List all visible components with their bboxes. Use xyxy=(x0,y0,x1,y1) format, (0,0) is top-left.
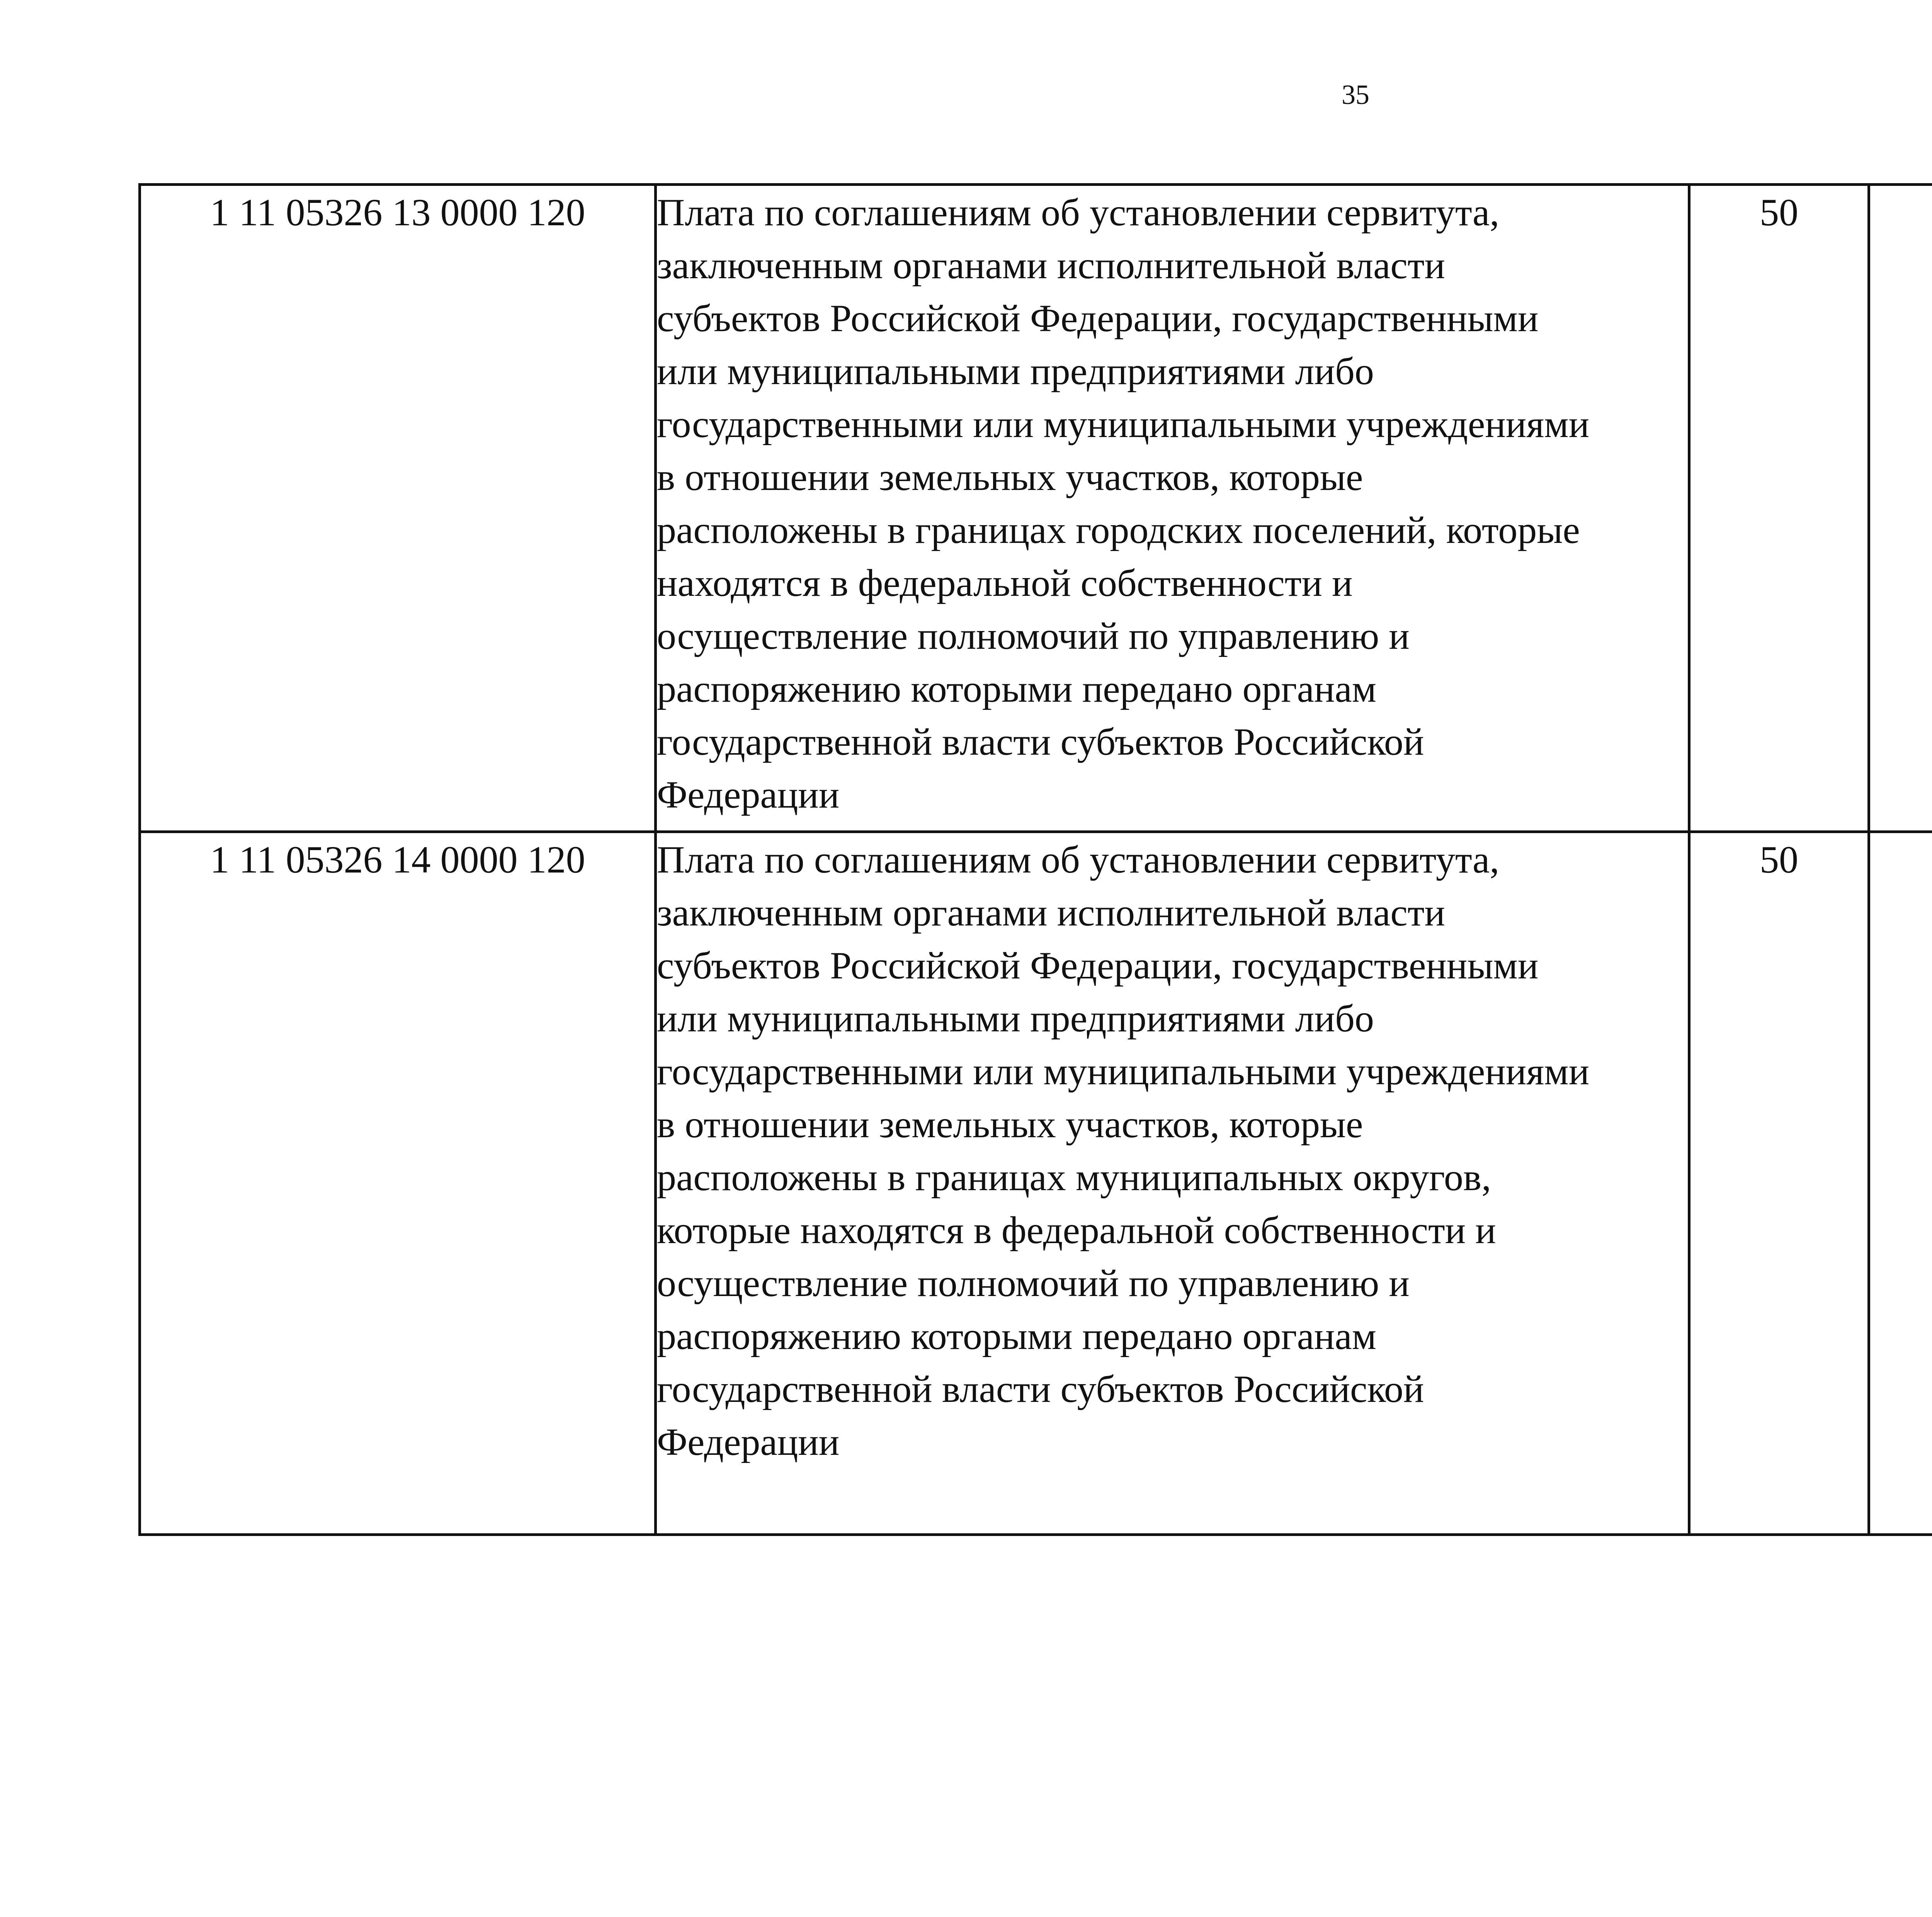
description-line: Федерации xyxy=(657,1420,840,1463)
description-line: субъектов Российской Федерации, государственными xyxy=(657,944,1539,987)
revenue-description-cell xyxy=(656,185,1689,832)
revenue-code-cell: 1 11 05326 13 0000 120 xyxy=(140,185,656,832)
description-line: Плата по соглашениям об установлении сервитута, xyxy=(657,191,1500,234)
description-line: Плата по соглашениям об установлении сервитута, xyxy=(657,838,1500,881)
description-line: которые находятся в федеральной собственности и xyxy=(657,1209,1496,1252)
page-number: 35 xyxy=(1342,79,1369,110)
normative-value-cell: 50 xyxy=(1689,185,1869,832)
description-line: расположены в границах муниципальных округов, xyxy=(657,1156,1492,1199)
table-row xyxy=(140,185,1932,832)
normative-value-cell xyxy=(1869,185,1932,832)
description-line: расположены в границах городских поселений, которые xyxy=(657,509,1580,551)
description-line: государственной власти субъектов Российской xyxy=(657,1368,1424,1410)
description-line: в отношении земельных участков, которые xyxy=(657,1103,1363,1146)
revenue-distribution-table xyxy=(138,183,1932,1536)
description-line: или муниципальными предприятиями либо xyxy=(657,350,1374,393)
description-line: распоряжению которыми передано органам xyxy=(657,667,1377,710)
table-row xyxy=(140,832,1932,1535)
description-line: или муниципальными предприятиями либо xyxy=(657,997,1374,1040)
description-line: заключенным органами исполнительной власти xyxy=(657,244,1445,287)
normative-value-cell: 50 xyxy=(1689,832,1869,1535)
description-line: государственными или муниципальными учреждениями xyxy=(657,403,1590,446)
description-line: осуществление полномочий по управлению и xyxy=(657,1262,1410,1305)
description-line: осуществление полномочий по управлению и xyxy=(657,614,1410,657)
description-line: находятся в федеральной собственности и xyxy=(657,561,1353,604)
normative-value-cell xyxy=(1869,832,1932,1535)
description-line: заключенным органами исполнительной власти xyxy=(657,891,1445,934)
revenue-code-cell: 1 11 05326 14 0000 120 xyxy=(140,832,656,1535)
description-line: государственными или муниципальными учреждениями xyxy=(657,1050,1590,1093)
revenue-description-cell xyxy=(656,832,1689,1535)
description-line: в отношении земельных участков, которые xyxy=(657,456,1363,498)
description-line: субъектов Российской Федерации, государственными xyxy=(657,297,1539,340)
description-line: распоряжению которыми передано органам xyxy=(657,1315,1377,1357)
description-line: государственной власти субъектов Российской xyxy=(657,720,1424,763)
description-line: Федерации xyxy=(657,773,840,816)
